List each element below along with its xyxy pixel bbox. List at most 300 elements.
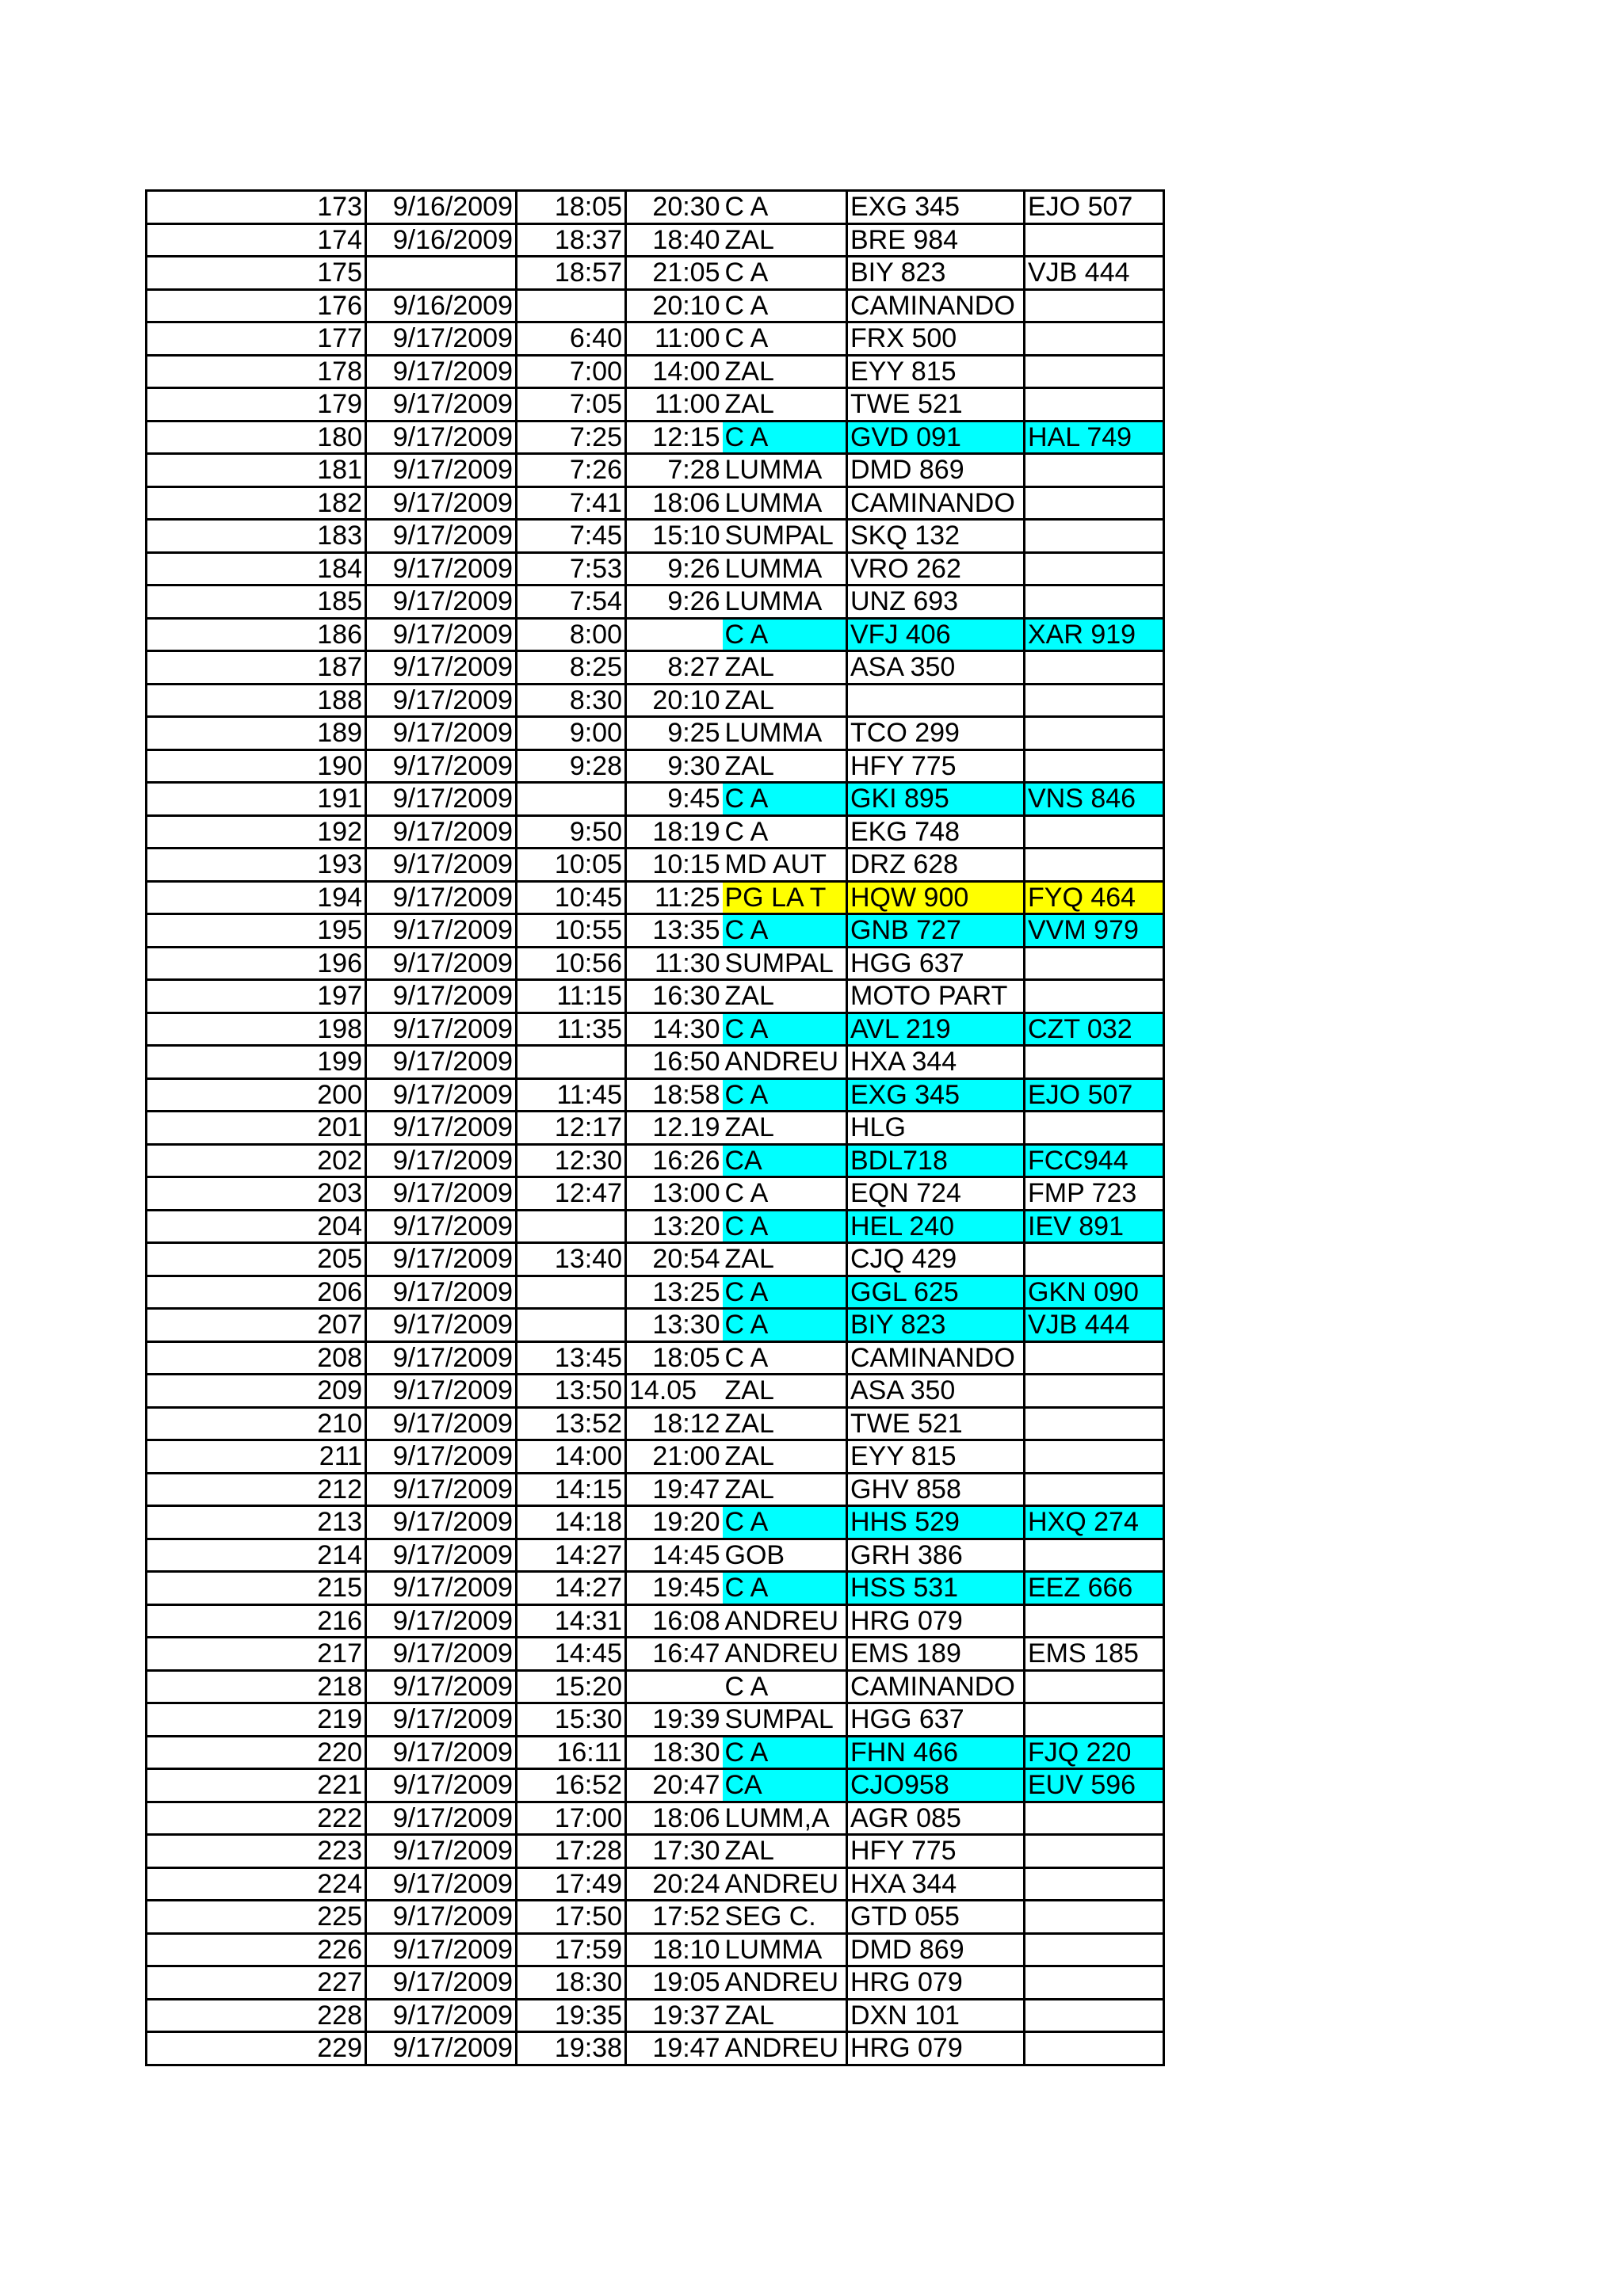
start-time-cell: 9:00	[517, 717, 626, 750]
date-cell: 9/17/2009	[366, 1407, 517, 1440]
table-row	[147, 1440, 1164, 1474]
row-number-cell: 175	[147, 257, 366, 290]
plate-cell: AGR 085	[847, 1802, 1025, 1835]
second-plate-cell	[1025, 1112, 1164, 1145]
end-time-cell: 14:00	[626, 355, 723, 388]
date-cell: 9/17/2009	[366, 815, 517, 849]
date-cell: 9/17/2009	[366, 1473, 517, 1506]
second-plate-cell	[1025, 1802, 1164, 1835]
start-time-cell: 8:00	[517, 618, 626, 651]
plate-cell: FRX 500	[847, 322, 1025, 356]
table-row	[147, 388, 1164, 421]
start-time-cell: 12:30	[517, 1144, 626, 1177]
plate-cell: DMD 869	[847, 1933, 1025, 1966]
second-plate-cell: FMP 723	[1025, 1177, 1164, 1211]
end-time-cell: 21:05	[626, 257, 723, 290]
end-time-cell: 9:26	[626, 552, 723, 585]
row-number-cell: 214	[147, 1539, 366, 1572]
end-time-cell: 13:30	[626, 1309, 723, 1342]
plate-cell: DXN 101	[847, 1999, 1025, 2032]
company-cell: SEG C.	[723, 1901, 847, 1934]
company-cell: ZAL	[723, 651, 847, 685]
date-cell: 9/16/2009	[366, 223, 517, 257]
date-cell: 9/17/2009	[366, 914, 517, 948]
second-plate-cell: XAR 919	[1025, 618, 1164, 651]
end-time-cell: 17:30	[626, 1835, 723, 1868]
table-row	[147, 618, 1164, 651]
table-row	[147, 749, 1164, 783]
row-number-cell: 178	[147, 355, 366, 388]
plate-cell: HFY 775	[847, 749, 1025, 783]
end-time-cell: 18:12	[626, 1407, 723, 1440]
end-time-cell: 20:10	[626, 289, 723, 322]
row-number-cell: 229	[147, 2032, 366, 2065]
table-row	[147, 815, 1164, 849]
company-cell: LUMM,A	[723, 1802, 847, 1835]
row-number-cell: 196	[147, 947, 366, 980]
start-time-cell: 10:45	[517, 881, 626, 914]
company-cell: C A	[723, 1736, 847, 1769]
plate-cell: HEL 240	[847, 1210, 1025, 1243]
spreadsheet-table	[145, 189, 1165, 2066]
row-number-cell: 193	[147, 849, 366, 882]
second-plate-cell	[1025, 1473, 1164, 1506]
plate-cell: HQW 900	[847, 881, 1025, 914]
plate-cell: SKQ 132	[847, 520, 1025, 553]
date-cell: 9/17/2009	[366, 1638, 517, 1671]
second-plate-cell	[1025, 749, 1164, 783]
table-row	[147, 980, 1164, 1013]
table-row	[147, 1802, 1164, 1835]
date-cell: 9/17/2009	[366, 1309, 517, 1342]
plate-cell: CAMINANDO	[847, 1341, 1025, 1375]
second-plate-cell	[1025, 717, 1164, 750]
company-cell: LUMMA	[723, 1933, 847, 1966]
start-time-cell: 11:15	[517, 980, 626, 1013]
company-cell: ZAL	[723, 388, 847, 421]
date-cell: 9/17/2009	[366, 783, 517, 816]
table-row	[147, 849, 1164, 882]
end-time-cell: 15:10	[626, 520, 723, 553]
table-row	[147, 1407, 1164, 1440]
second-plate-cell: EMS 185	[1025, 1638, 1164, 1671]
date-cell: 9/17/2009	[366, 684, 517, 717]
plate-cell: HRG 079	[847, 2032, 1025, 2065]
company-cell: ZAL	[723, 1473, 847, 1506]
end-time-cell: 20:24	[626, 1867, 723, 1901]
row-number-cell: 176	[147, 289, 366, 322]
second-plate-cell	[1025, 2032, 1164, 2065]
table-row	[147, 1243, 1164, 1276]
table-row	[147, 1144, 1164, 1177]
plate-cell: ASA 350	[847, 651, 1025, 685]
company-cell: C A	[723, 1572, 847, 1605]
start-time-cell: 19:35	[517, 1999, 626, 2032]
row-number-cell: 208	[147, 1341, 366, 1375]
start-time-cell: 14:27	[517, 1572, 626, 1605]
row-number-cell: 215	[147, 1572, 366, 1605]
row-number-cell: 218	[147, 1670, 366, 1703]
table-row	[147, 881, 1164, 914]
date-cell: 9/17/2009	[366, 1604, 517, 1638]
end-time-cell: 19:45	[626, 1572, 723, 1605]
date-cell: 9/17/2009	[366, 585, 517, 619]
row-number-cell: 206	[147, 1276, 366, 1309]
start-time-cell: 17:00	[517, 1802, 626, 1835]
row-number-cell: 181	[147, 454, 366, 487]
second-plate-cell	[1025, 1670, 1164, 1703]
row-number-cell: 210	[147, 1407, 366, 1440]
date-cell: 9/17/2009	[366, 1867, 517, 1901]
end-time-cell: 16:26	[626, 1144, 723, 1177]
company-cell: ZAL	[723, 980, 847, 1013]
second-plate-cell	[1025, 1341, 1164, 1375]
company-cell: SUMPAL	[723, 520, 847, 553]
company-cell: LUMMA	[723, 552, 847, 585]
table-row	[147, 1572, 1164, 1605]
start-time-cell: 14:27	[517, 1539, 626, 1572]
table-row	[147, 1999, 1164, 2032]
row-number-cell: 188	[147, 684, 366, 717]
second-plate-cell	[1025, 454, 1164, 487]
second-plate-cell	[1025, 1999, 1164, 2032]
start-time-cell: 12:17	[517, 1112, 626, 1145]
date-cell: 9/17/2009	[366, 1078, 517, 1112]
company-cell: C A	[723, 1276, 847, 1309]
end-time-cell: 18:05	[626, 1341, 723, 1375]
company-cell: ZAL	[723, 1407, 847, 1440]
company-cell: ZAL	[723, 1112, 847, 1145]
second-plate-cell: VJB 444	[1025, 257, 1164, 290]
end-time-cell: 13:20	[626, 1210, 723, 1243]
second-plate-cell: VJB 444	[1025, 1309, 1164, 1342]
second-plate-cell	[1025, 849, 1164, 882]
row-number-cell: 197	[147, 980, 366, 1013]
second-plate-cell	[1025, 1407, 1164, 1440]
row-number-cell: 177	[147, 322, 366, 356]
second-plate-cell	[1025, 355, 1164, 388]
date-cell: 9/17/2009	[366, 421, 517, 454]
date-cell: 9/17/2009	[366, 1539, 517, 1572]
company-cell: C A	[723, 289, 847, 322]
row-number-cell: 213	[147, 1506, 366, 1539]
date-cell: 9/17/2009	[366, 749, 517, 783]
start-time-cell: 16:11	[517, 1736, 626, 1769]
company-cell: ZAL	[723, 1440, 847, 1474]
plate-cell: HSS 531	[847, 1572, 1025, 1605]
row-number-cell: 184	[147, 552, 366, 585]
start-time-cell: 12:47	[517, 1177, 626, 1211]
table-row	[147, 355, 1164, 388]
plate-cell: HHS 529	[847, 1506, 1025, 1539]
end-time-cell: 19:39	[626, 1703, 723, 1737]
table-row	[147, 783, 1164, 816]
end-time-cell: 9:25	[626, 717, 723, 750]
date-cell: 9/17/2009	[366, 1144, 517, 1177]
company-cell: C A	[723, 1506, 847, 1539]
row-number-cell: 226	[147, 1933, 366, 1966]
second-plate-cell	[1025, 980, 1164, 1013]
plate-cell: BIY 823	[847, 1309, 1025, 1342]
company-cell: LUMMA	[723, 717, 847, 750]
end-time-cell: 20:10	[626, 684, 723, 717]
end-time-cell: 19:37	[626, 1999, 723, 2032]
table-row	[147, 520, 1164, 553]
date-cell: 9/17/2009	[366, 1966, 517, 2000]
company-cell: ZAL	[723, 223, 847, 257]
start-time-cell: 9:28	[517, 749, 626, 783]
company-cell: ZAL	[723, 1243, 847, 1276]
date-cell: 9/17/2009	[366, 322, 517, 356]
plate-cell: EMS 189	[847, 1638, 1025, 1671]
plate-cell: GTD 055	[847, 1901, 1025, 1934]
second-plate-cell	[1025, 651, 1164, 685]
table-row	[147, 322, 1164, 356]
second-plate-cell	[1025, 1835, 1164, 1868]
start-time-cell: 13:50	[517, 1375, 626, 1408]
company-cell: ANDREU	[723, 2032, 847, 2065]
date-cell: 9/17/2009	[366, 1341, 517, 1375]
plate-cell: GHV 858	[847, 1473, 1025, 1506]
table-row	[147, 289, 1164, 322]
second-plate-cell	[1025, 1243, 1164, 1276]
start-time-cell: 14:15	[517, 1473, 626, 1506]
end-time-cell: 19:47	[626, 2032, 723, 2065]
plate-cell: FHN 466	[847, 1736, 1025, 1769]
table-row	[147, 1604, 1164, 1638]
start-time-cell	[517, 1309, 626, 1342]
date-cell: 9/17/2009	[366, 1736, 517, 1769]
table-row	[147, 1966, 1164, 2000]
table-row	[147, 257, 1164, 290]
row-number-cell: 190	[147, 749, 366, 783]
plate-cell: EQN 724	[847, 1177, 1025, 1211]
table-row	[147, 191, 1164, 224]
date-cell: 9/17/2009	[366, 1440, 517, 1474]
plate-cell: DRZ 628	[847, 849, 1025, 882]
second-plate-cell	[1025, 1901, 1164, 1934]
date-cell: 9/17/2009	[366, 1506, 517, 1539]
plate-cell: HRG 079	[847, 1966, 1025, 2000]
end-time-cell: 12.19	[626, 1112, 723, 1145]
plate-cell: HGG 637	[847, 1703, 1025, 1737]
start-time-cell: 14:00	[517, 1440, 626, 1474]
plate-cell: EKG 748	[847, 815, 1025, 849]
plate-cell: GVD 091	[847, 421, 1025, 454]
start-time-cell: 10:55	[517, 914, 626, 948]
company-cell: ANDREU	[723, 1604, 847, 1638]
start-time-cell: 18:05	[517, 191, 626, 224]
company-cell: LUMMA	[723, 585, 847, 619]
row-number-cell: 224	[147, 1867, 366, 1901]
plate-cell: VFJ 406	[847, 618, 1025, 651]
plate-cell: UNZ 693	[847, 585, 1025, 619]
company-cell: SUMPAL	[723, 947, 847, 980]
end-time-cell: 17:52	[626, 1901, 723, 1934]
second-plate-cell: IEV 891	[1025, 1210, 1164, 1243]
second-plate-cell	[1025, 1604, 1164, 1638]
table-row	[147, 1276, 1164, 1309]
table-row	[147, 1078, 1164, 1112]
second-plate-cell: EJO 507	[1025, 1078, 1164, 1112]
date-cell: 9/17/2009	[366, 1276, 517, 1309]
date-cell: 9/17/2009	[366, 520, 517, 553]
company-cell: CA	[723, 1769, 847, 1802]
plate-cell: HXA 344	[847, 1867, 1025, 1901]
company-cell: C A	[723, 1013, 847, 1046]
end-time-cell: 14.05	[626, 1375, 723, 1408]
company-cell: C A	[723, 1309, 847, 1342]
second-plate-cell	[1025, 520, 1164, 553]
second-plate-cell	[1025, 1539, 1164, 1572]
row-number-cell: 200	[147, 1078, 366, 1112]
row-number-cell: 204	[147, 1210, 366, 1243]
start-time-cell: 14:18	[517, 1506, 626, 1539]
plate-cell: TWE 521	[847, 388, 1025, 421]
second-plate-cell: VVM 979	[1025, 914, 1164, 948]
company-cell: ANDREU	[723, 1867, 847, 1901]
second-plate-cell: FCC944	[1025, 1144, 1164, 1177]
plate-cell: MOTO PART	[847, 980, 1025, 1013]
company-cell: ANDREU	[723, 1966, 847, 2000]
plate-cell: EXG 345	[847, 1078, 1025, 1112]
start-time-cell: 6:40	[517, 322, 626, 356]
second-plate-cell: EEZ 666	[1025, 1572, 1164, 1605]
plate-cell: DMD 869	[847, 454, 1025, 487]
company-cell: GOB	[723, 1539, 847, 1572]
row-number-cell: 205	[147, 1243, 366, 1276]
end-time-cell: 10:15	[626, 849, 723, 882]
company-cell: PG LA T	[723, 881, 847, 914]
second-plate-cell	[1025, 486, 1164, 520]
plate-cell: EYY 815	[847, 355, 1025, 388]
second-plate-cell: HAL 749	[1025, 421, 1164, 454]
table-row	[147, 717, 1164, 750]
end-time-cell: 11:00	[626, 388, 723, 421]
second-plate-cell	[1025, 552, 1164, 585]
start-time-cell: 7:45	[517, 520, 626, 553]
second-plate-cell: FYQ 464	[1025, 881, 1164, 914]
company-cell: C A	[723, 322, 847, 356]
date-cell: 9/17/2009	[366, 618, 517, 651]
row-number-cell: 182	[147, 486, 366, 520]
end-time-cell: 19:20	[626, 1506, 723, 1539]
end-time-cell: 14:30	[626, 1013, 723, 1046]
start-time-cell	[517, 783, 626, 816]
date-cell: 9/17/2009	[366, 1112, 517, 1145]
date-cell: 9/17/2009	[366, 454, 517, 487]
row-number-cell: 221	[147, 1769, 366, 1802]
table-row	[147, 1638, 1164, 1671]
start-time-cell	[517, 1210, 626, 1243]
row-number-cell: 227	[147, 1966, 366, 2000]
start-time-cell: 19:38	[517, 2032, 626, 2065]
second-plate-cell: EJO 507	[1025, 191, 1164, 224]
second-plate-cell	[1025, 223, 1164, 257]
second-plate-cell	[1025, 815, 1164, 849]
end-time-cell	[626, 618, 723, 651]
date-cell: 9/17/2009	[366, 2032, 517, 2065]
start-time-cell: 7:25	[517, 421, 626, 454]
row-number-cell: 174	[147, 223, 366, 257]
end-time-cell: 7:28	[626, 454, 723, 487]
plate-cell: VRO 262	[847, 552, 1025, 585]
company-cell: C A	[723, 1341, 847, 1375]
end-time-cell	[626, 1670, 723, 1703]
second-plate-cell	[1025, 684, 1164, 717]
second-plate-cell: GKN 090	[1025, 1276, 1164, 1309]
company-cell: C A	[723, 257, 847, 290]
company-cell: MD AUT	[723, 849, 847, 882]
company-cell: C A	[723, 618, 847, 651]
start-time-cell: 18:30	[517, 1966, 626, 2000]
table-row	[147, 1375, 1164, 1408]
table-row	[147, 947, 1164, 980]
plate-cell: GNB 727	[847, 914, 1025, 948]
end-time-cell: 18:30	[626, 1736, 723, 1769]
date-cell: 9/17/2009	[366, 1670, 517, 1703]
date-cell: 9/17/2009	[366, 849, 517, 882]
company-cell: ZAL	[723, 1835, 847, 1868]
company-cell: C A	[723, 1078, 847, 1112]
second-plate-cell: VNS 846	[1025, 783, 1164, 816]
date-cell: 9/17/2009	[366, 1046, 517, 1079]
row-number-cell: 222	[147, 1802, 366, 1835]
table-row	[147, 223, 1164, 257]
table-row	[147, 1901, 1164, 1934]
table-row	[147, 1736, 1164, 1769]
second-plate-cell: CZT 032	[1025, 1013, 1164, 1046]
start-time-cell: 11:35	[517, 1013, 626, 1046]
second-plate-cell	[1025, 1703, 1164, 1737]
end-time-cell: 9:26	[626, 585, 723, 619]
row-number-cell: 192	[147, 815, 366, 849]
plate-cell: AVL 219	[847, 1013, 1025, 1046]
second-plate-cell	[1025, 322, 1164, 356]
row-number-cell: 228	[147, 1999, 366, 2032]
table-row	[147, 1506, 1164, 1539]
start-time-cell: 7:05	[517, 388, 626, 421]
date-cell	[366, 257, 517, 290]
second-plate-cell	[1025, 388, 1164, 421]
row-number-cell: 217	[147, 1638, 366, 1671]
end-time-cell: 18:19	[626, 815, 723, 849]
table-row	[147, 454, 1164, 487]
plate-cell: HRG 079	[847, 1604, 1025, 1638]
start-time-cell: 7:54	[517, 585, 626, 619]
date-cell: 9/17/2009	[366, 1933, 517, 1966]
company-cell: C A	[723, 783, 847, 816]
row-number-cell: 225	[147, 1901, 366, 1934]
plate-cell: HGG 637	[847, 947, 1025, 980]
row-number-cell: 195	[147, 914, 366, 948]
row-number-cell: 180	[147, 421, 366, 454]
start-time-cell: 17:28	[517, 1835, 626, 1868]
date-cell: 9/17/2009	[366, 980, 517, 1013]
start-time-cell: 15:20	[517, 1670, 626, 1703]
row-number-cell: 199	[147, 1046, 366, 1079]
plate-cell: BDL718	[847, 1144, 1025, 1177]
start-time-cell: 8:30	[517, 684, 626, 717]
second-plate-cell	[1025, 1867, 1164, 1901]
start-time-cell: 18:57	[517, 257, 626, 290]
second-plate-cell	[1025, 947, 1164, 980]
date-cell: 9/17/2009	[366, 1769, 517, 1802]
start-time-cell: 9:50	[517, 815, 626, 849]
company-cell: ZAL	[723, 355, 847, 388]
row-number-cell: 198	[147, 1013, 366, 1046]
plate-cell: GGL 625	[847, 1276, 1025, 1309]
